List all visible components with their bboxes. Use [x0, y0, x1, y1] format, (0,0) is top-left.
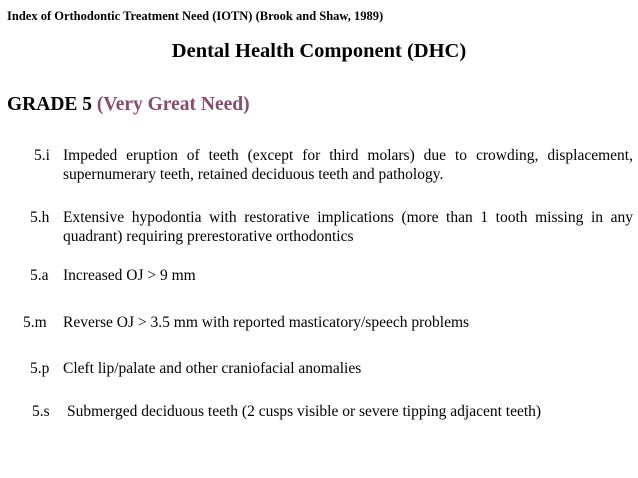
list-item [0, 402, 638, 422]
item-code: 5.m [23, 314, 47, 331]
list-item [0, 208, 638, 248]
item-text: Cleft lip/palate and other craniofacial anomalies [63, 360, 362, 377]
item-text: Extensive hypodontia with restorative implications (more than 1 tooth missing in any quadrant) requiring prerestorative orthodontics [63, 209, 633, 245]
item-code: 5.s [32, 403, 50, 420]
item-text: Reverse OJ > 3.5 mm with reported masticatory/speech problems [63, 314, 470, 331]
grade-need-label: (Very Great Need) [96, 94, 250, 115]
item-text: Submerged deciduous teeth (2 cusps visible or severe tipping adjacent teeth) [67, 403, 542, 420]
grade-heading [7, 94, 250, 116]
item-code: 5.i [34, 147, 50, 164]
item-code: 5.a [30, 267, 49, 284]
item-code: 5.p [30, 360, 50, 377]
list-item [0, 359, 638, 379]
list-item [0, 313, 638, 333]
page-title: Dental Health Component (DHC) [171, 40, 467, 62]
item-code: 5.h [30, 209, 50, 226]
grade-label: GRADE 5 [7, 94, 97, 115]
item-text: Increased OJ > 9 mm [63, 267, 196, 284]
list-item [0, 146, 638, 186]
list-item [0, 266, 638, 286]
item-text: Impeded eruption of teeth (except for third molars) due to crowding, displacement, supernumerary teeth, retained deciduous teeth and pathology. [63, 147, 633, 183]
header-reference: Index of Orthodontic Treatment Need (IOTN) (Brook and Shaw, 1989) [7, 9, 384, 23]
